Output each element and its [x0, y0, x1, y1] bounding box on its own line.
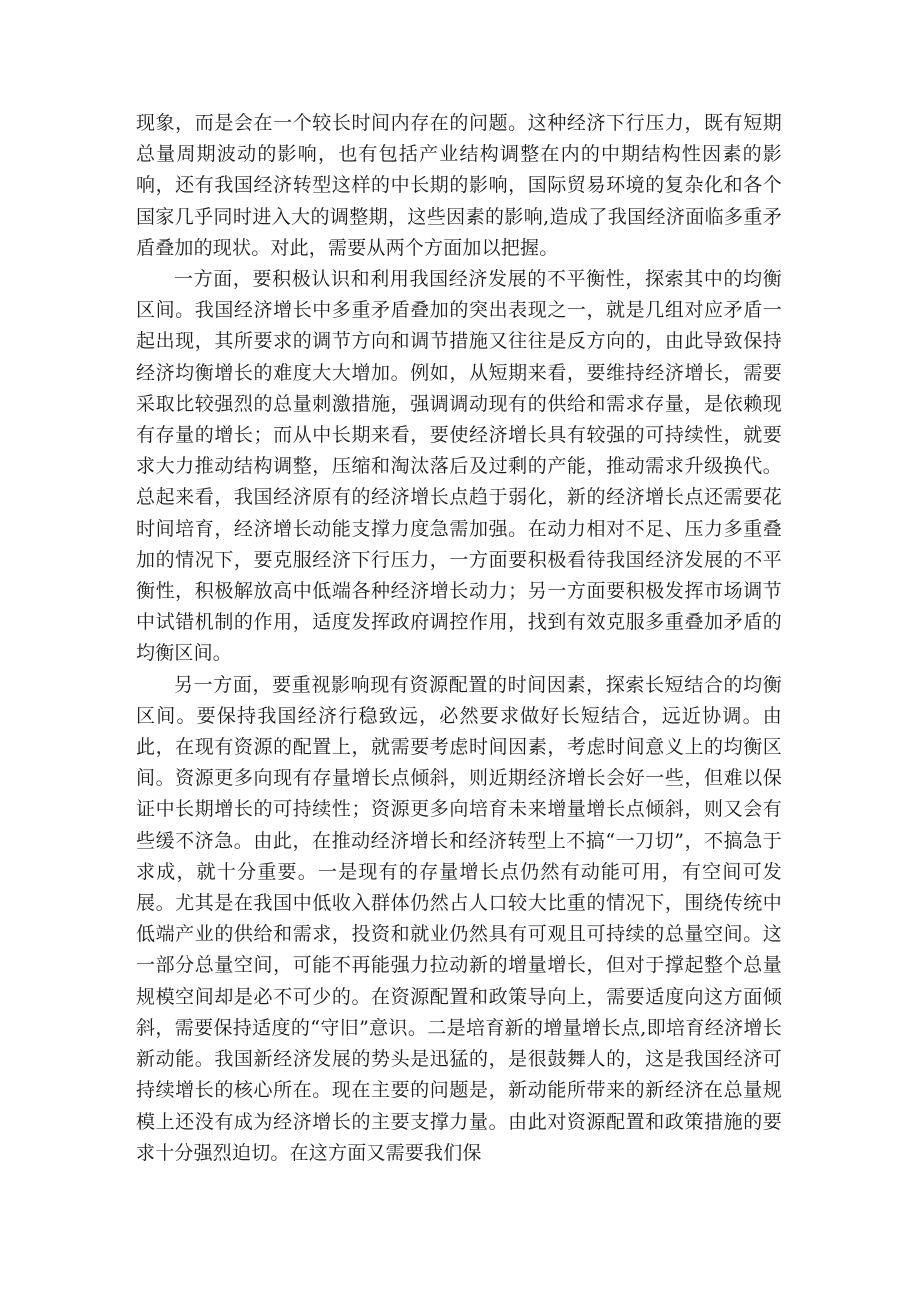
document-page [136, 108, 782, 1169]
paragraph-other-aspect: 另一方面，要重视影响现有资源配置的时间因素，探索长短结合的均衡区间。要保持我国经济行稳致远，必然要求做好长短结合，远近协调。由此，在现有资源的配置上，就需要考虑时间因素，考虑时间意义上的均衡区间。资源更多向现有存量增长点倾斜，则近期经济增长会好一些，但难以保证中长期增长的可持续性；资源更多向培育未来增量增长点倾斜，则又会有些缓不济急。由此，在推动经济增长和经济转型上不搞“一刀切”，不搞急于求成，就十分重要。一是现有的存量增长点仍然有动能可用，有空间可发展。尤其是在我国中低收入群体仍然占人口较大比重的情况下，围绕传统中低端产业的供给和需求，投资和就业仍然具有可观且可持续的总量空间。这一部分总量空间，可能不再能强力拉动新的增量增长，但对于撑起整个总量规模空间却是必不可少的。在资源配置和政策导向上，需要适度向这方面倾斜，需要保持适度的“守旧”意识。二是培育新的增量增长点,即培育经济增长新动能。我国新经济发展的势头是迅猛的，是很鼓舞人的，这是我国经济可持续增长的核心所在。现在主要的问题是，新动能所带来的新经济在总量规模上还没有成为经济增长的主要支撑力量。由此对资源配置和政策措施的要求十分强烈迫切。在这方面又需要我们保 [136, 673, 782, 1164]
paragraph-one-aspect: 一方面，要积极认识和利用我国经济发展的不平衡性，探索其中的均衡区间。我国经济增长中多重矛盾叠加的突出表现之一，就是几组对应矛盾一起出现，其所要求的调节方向和调节措施又往往是反方向的，由此导致保持经济均衡增长的难度大大增加。例如，从短期来看，要维持经济增长，需要采取比较强烈的总量刺激措施，强调调动现有的供给和需求存量，是依赖现有存量的增长；而从中长期来看，要使经济增长具有较强的可持续性，就要求大力推动结构调整，压缩和淘汰落后及过剩的产能，推动需求升级换代。总起来看，我国经济原有的经济增长点趋于弱化，新的经济增长点还需要花时间培育，经济增长动能支撑力度急需加强。在动力相对不足、压力多重叠加的情况下，要克服经济下行压力，一方面要积极看待我国经济发展的不平衡性，积极解放高中低端各种经济增长动力；另一方面要积极发挥市场调节中试错机制的作用，适度发挥政府调控作用，找到有效克服多重叠加矛盾的均衡区间。 [136, 268, 782, 665]
paragraph-continuation: 现象，而是会在一个较长时间内存在的问题。这种经济下行压力，既有短期总量周期波动的影响，也有包括产业结构调整在内的中期结构性因素的影响，还有我国经济转型这样的中长期的影响，国际贸易环境的复杂化和各个国家几乎同时进入大的调整期，这些因素的影响,造成了我国经济面临多重矛盾叠加的现状。对此，需要从两个方面加以把握。 [136, 112, 782, 259]
